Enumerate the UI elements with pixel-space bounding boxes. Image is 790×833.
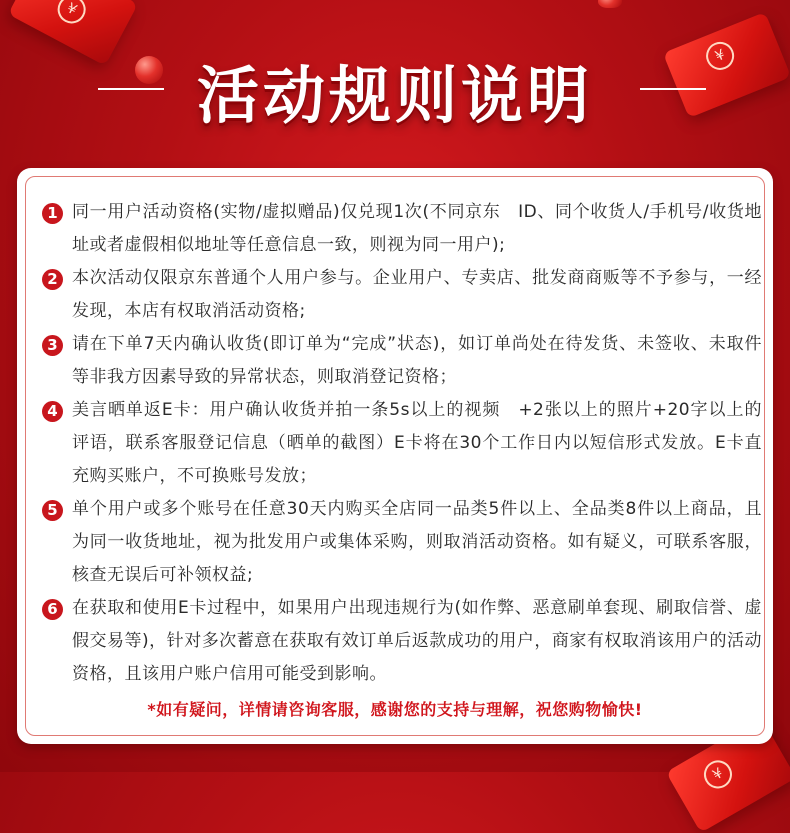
rule-text: 美言晒单返E卡：用户确认收货并拍一条5s以上的视频 +2张以上的照片+20字以上的评语，联系客服登记信息（晒单的截图）E卡将在30个工作日内以短信形式发放。E卡直充购买账户，不可换账号发放；: [72, 400, 762, 486]
yuan-seal-icon: ¥: [699, 755, 737, 793]
rule-text: 请在下单7天内确认收货(即订单为“完成”状态)，如订单尚处在待发货、未签收、未取件等非我方因素导致的异常状态，则取消登记资格；: [72, 334, 762, 387]
yuan-seal-icon: ¥: [702, 38, 738, 74]
rule-text: 同一用户活动资格(实物/虚拟赠品)仅兑现1次(不同京东 ID、同个收货人/手机号/收货地址或者虚假相似地址等任意信息一致，则视为同一用户);: [72, 202, 762, 255]
rule-item: [32, 328, 762, 394]
title-banner: [0, 50, 790, 130]
rule-text: 本次活动仅限京东普通个人用户参与。企业用户、专卖店、批发商商贩等不予参与，一经发现，本店有权取消活动资格;: [72, 268, 762, 321]
rule-number-badge: 1: [42, 203, 63, 224]
rule-item: [32, 394, 762, 493]
footer-note: *如有疑问，详情请咨询客服，感谢您的支持与理解，祝您购物愉快!: [147, 700, 643, 719]
rule-item: [32, 196, 762, 262]
rule-text: 在获取和使用E卡过程中，如果用户出现违规行为(如作弊、恶意刷单套现、刷取信誉、虚假交易等)，针对多次蓄意在获取有效订单后返款成功的用户，商家有权取消该用户的活动资格，且该用户账户信用可能受到影响。: [72, 598, 762, 684]
rule-number-badge: 2: [42, 269, 63, 290]
rule-number-badge: 6: [42, 599, 63, 620]
rule-number-badge: 5: [42, 500, 63, 521]
coin-stack-decoration: [598, 0, 622, 8]
rule-item: [32, 493, 762, 592]
rule-number-badge: 4: [42, 401, 63, 422]
yuan-seal-icon: ¥: [53, 0, 91, 28]
rule-number-badge: 3: [42, 335, 63, 356]
rules-list: [32, 196, 762, 691]
rule-item: [32, 592, 762, 691]
page-title: 活动规则说明: [196, 58, 593, 132]
rule-text: 单个用户或多个账号在任意30天内购买全店同一品类5件以上、全品类8件以上商品，且为同一收货地址，视为批发用户或集体采购，则取消活动资格。如有疑义，可联系客服，核查无误后可补领权益;: [72, 499, 762, 585]
rule-item: [32, 262, 762, 328]
